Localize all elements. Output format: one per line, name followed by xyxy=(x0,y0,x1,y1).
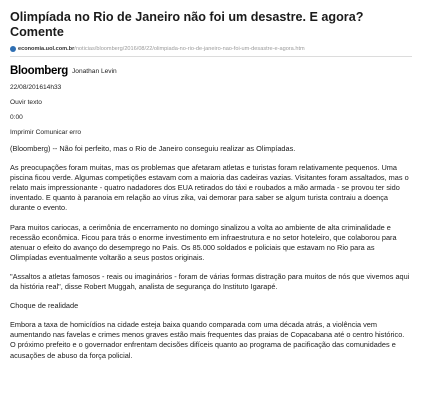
source-path[interactable]: /noticias/bloomberg/2016/08/22/olimpiada-no-rio-de-janeiro-nao-foi-um-desastre-e-agora.htm xyxy=(74,46,305,52)
subheading-reality-check: Choque de realidade xyxy=(10,301,79,311)
article-page xyxy=(10,10,412,370)
paragraph-quote: "Assaltos a atletas famosos - reais ou imaginários - foram de várias formas distração para muitos de nós que vivemos aqui da história real", disse Robert Muggah, analista de segurança do Instituto Igarapé. xyxy=(10,271,410,292)
listen-text-button[interactable]: Ouvir texto xyxy=(10,99,42,106)
paragraph-cariocas: Para muitos cariocas, a cerimônia de encerramento no domingo sinalizou a volta ao ambiente de alta criminalidade e recessão econômica. Ficou para trás o enorme investimento em infraestrutura e no setor hoteleiro, que colaborou para atenuar o efeito do avanço do desemprego no País. Os 85.000 soldados e policiais que estavam no Rio para as Olimpíadas eventualmente voltarão a seus postos originais. xyxy=(10,222,397,262)
report-error-link[interactable]: Comunicar erro xyxy=(35,129,82,136)
site-favicon-icon xyxy=(10,46,16,52)
article-title: Olimpíada no Rio de Janeiro não foi um desastre. E agora? Comente xyxy=(10,10,364,39)
print-link[interactable]: Imprimir xyxy=(10,129,34,136)
publish-datetime: 22/08/201614h33 xyxy=(10,84,62,91)
article-actions xyxy=(10,129,412,137)
bloomberg-logo: Bloomberg xyxy=(10,65,68,77)
paragraph-concerns: As preocupações foram muitas, mas os problemas que afetaram atletas e turistas foram relativamente pequenos. Uma piscina ficou verde. Algumas competições estavam com a maioria das cadeiras vazias. Visitantes foram assaltados, mas o relato mais impressionante - quatro nadadores dos EUA retirados do táxi e roubados a mão armada - se provou ter sido inventado. E quanto à paranoia em relação ao vírus zika, vai demorar para saber se algum turista contraiu a doença durante o evento. xyxy=(10,163,409,213)
source-line[interactable] xyxy=(10,45,412,53)
source-domain[interactable]: economia.uol.com.br xyxy=(18,46,75,52)
paragraph-homicides: Embora a taxa de homicídios na cidade esteja baixa quando comparada com uma década atrás, a violência vem aumentando nas favelas e crimes menos graves estão mais frequentes das praias de Copacabana até o centro histórico. O próximo prefeito e o governador enfrentam decisões difíceis quanto ao programa de pacificação das comunidades e acusações de abuso da força policial. xyxy=(10,320,405,360)
header-divider xyxy=(10,56,412,57)
audio-time: 0:00 xyxy=(10,114,23,121)
paragraph-intro: (Bloomberg) -- Não foi perfeito, mas o Rio de Janeiro conseguiu realizar as Olimpíadas. xyxy=(10,144,296,153)
author-name: Jonathan Levin xyxy=(72,68,117,75)
byline xyxy=(10,65,412,77)
